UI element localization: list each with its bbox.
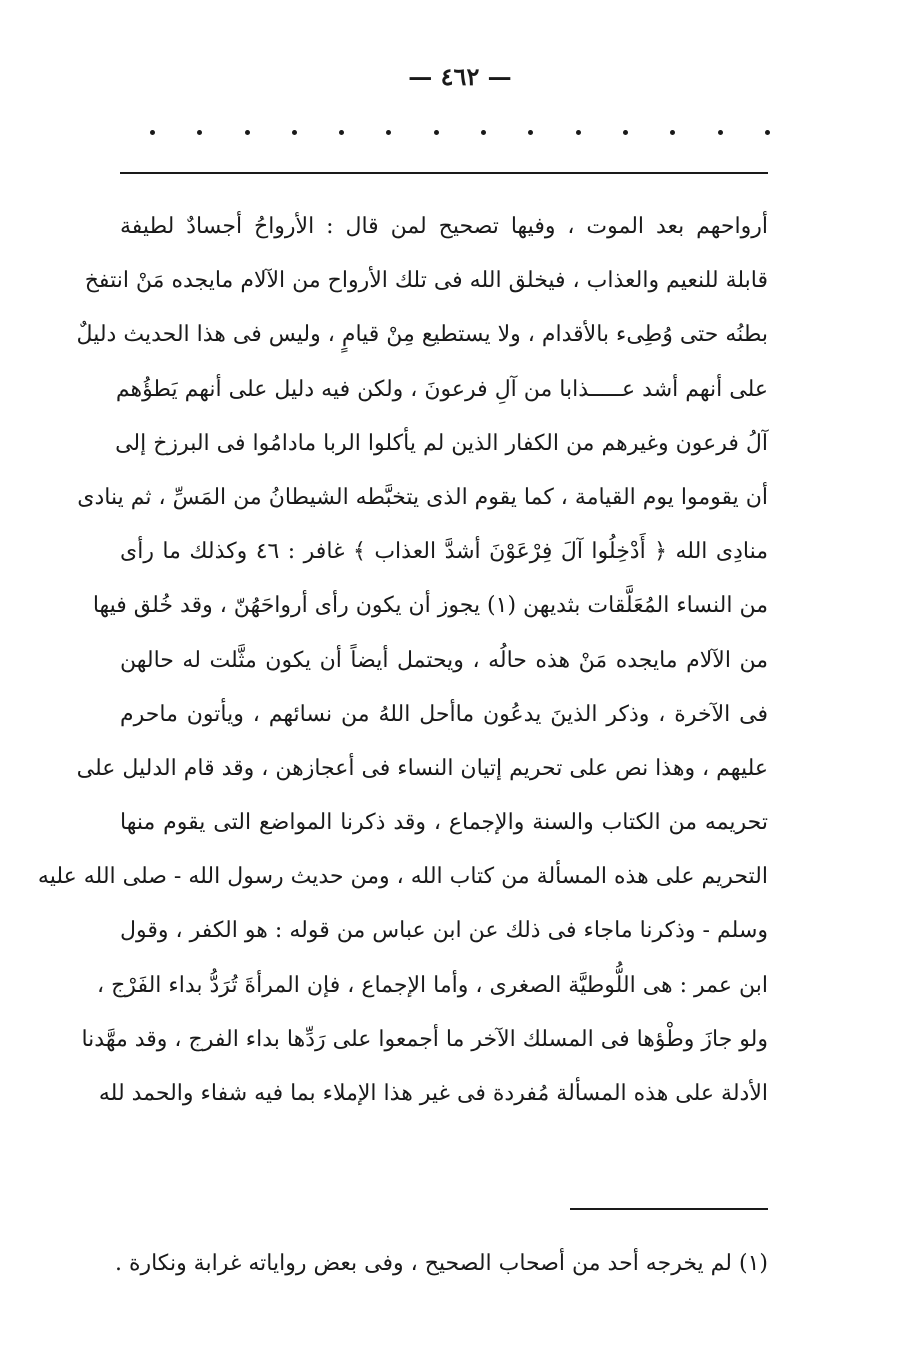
ornament-dot [434, 130, 439, 135]
ornament-dot [528, 130, 533, 135]
ornament-dot [481, 130, 486, 135]
text-line: الأدلة على هذه المسألة مُفردة فى غير هذا الإملاء بما فيه شفاء والحمد لله [98, 1081, 768, 1106]
text-line: فى الآخرة ، وذكر الذينَ يدعُون ماأحل اللهُ من نسائهم ، ويأتون ماحرم [120, 701, 768, 727]
ornament-dot [670, 130, 675, 135]
page-number: — ٤٦٢ — [408, 62, 512, 91]
ornament-dot [718, 130, 723, 135]
text-line: آلُ فرعون وغيرهم من الكفار الذين لم يأكلوا الربا مادامُوا فى البرزخ إلى [115, 430, 768, 456]
ornament-dot [150, 130, 155, 135]
ornament-dot-row [150, 130, 770, 135]
text-line: تحريمه من الكتاب والسنة والإجماع ، وقد ذكرنا المواضع التى يقوم منها [120, 810, 768, 836]
text-line: على أنهم أشد عـــــذابا من آلِ فرعونَ ، ولكن فيه دليل على أنهم يَطؤُهم [115, 376, 768, 402]
ornament-dot [576, 130, 581, 135]
text-line: عليهم ، وهذا نص على تحريم إتيان النساء فى أعجازهن ، وقد قام الدليل على [76, 755, 768, 781]
text-line: منادِى الله ﴿ أَدْخِلُوا آلَ فِرْعَوْنَ أشدَّ العذاب ﴾ غافر : ٤٦ وكذلك ما رأى [120, 539, 768, 565]
ornament-dot [197, 130, 202, 135]
ornament-dot [765, 130, 770, 135]
ornament-dot [386, 130, 391, 135]
text-line: من الآلام مايجده مَنْ هذه حالُه ، ويحتمل أيضاً أن يكون مثَّلت له حالهن [120, 647, 768, 673]
text-line: التحريم على هذه المسألة من كتاب الله ، ومن حديث رسول الله - صلى الله عليه [37, 864, 768, 890]
ornament-dot [292, 130, 297, 135]
ornament-dot [339, 130, 344, 135]
text-line: ابن عمر : هى اللُّوطيَّة الصغرى ، وأما الإجماع ، فإن المرأةَ تُرَدُّ بداء الفَرْج ، [97, 972, 768, 998]
text-line: أرواحهم بعد الموت ، وفيها تصحيح لمن قال : الأرواحُ أجسادٌ لطيفة [120, 214, 768, 239]
header-rule [120, 172, 768, 174]
footnote: (١) لم يخرجه أحد من أصحاب الصحيح ، وفى بعض رواياته غرابة ونكارة . [114, 1251, 768, 1276]
footnote-rule [570, 1208, 768, 1210]
text-line: أن يقوموا يوم القيامة ، كما يقوم الذى يتخبَّطه الشيطانُ من المَسِّ ، ثم ينادى [77, 484, 768, 510]
ornament-dot [623, 130, 628, 135]
text-line: وسلم - وذكرنا ماجاء فى ذلك عن ابن عباس من قوله : هو الكفر ، وقول [120, 918, 768, 944]
text-line: من النساء المُعَلَّقات بثديهن (١) يجوز أن يكون رأى أرواحَهُنّ ، وقد خُلق فيها [92, 593, 768, 619]
text-line: بطنُه حتى وُطِىء بالأقدام ، ولا يستطيع مِنْ قيامٍ ، وليس فى هذا الحديث دليلٌ [76, 322, 768, 348]
text-line: قابلة للنعيم والعذاب ، فيخلق الله فى تلك الأرواح من الآلام مايجده مَنْ انتفخ [84, 268, 768, 294]
ornament-dot [245, 130, 250, 135]
text-line: ولو جازَ وطْؤها فى المسلك الآخر ما أجمعوا على رَدِّها بداء الفرج ، وقد مهَّدنا [81, 1026, 768, 1052]
main-text [37, 200, 768, 1121]
